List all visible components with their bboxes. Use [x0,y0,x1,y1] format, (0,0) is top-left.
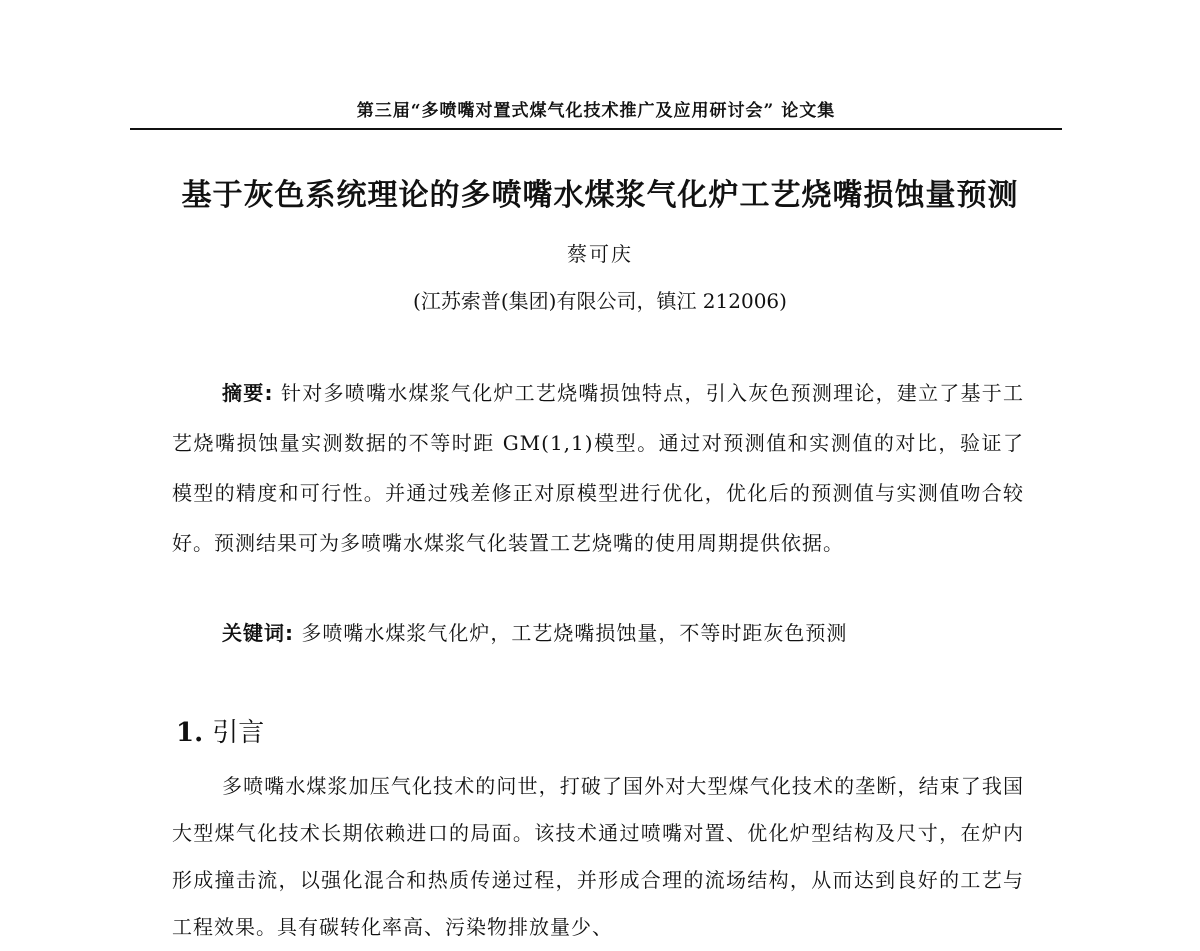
keywords-paragraph [172,608,1024,658]
keywords-text: 多喷嘴水煤浆气化炉，工艺烧嘴损蚀量，不等时距灰色预测 [294,621,848,645]
section-number: 1. [176,718,204,748]
abstract-text: 针对多喷嘴水煤浆气化炉工艺烧嘴损蚀特点，引入灰色预测理论，建立了基于工艺烧嘴损蚀量实测数据的不等时距 GM(1,1)模型。通过对预测值和实测值的对比，验证了模型的精度和可行性。并通过残差修正对原模型进行优化，优化后的预测值与实测值吻合较好。预测结果可为多喷嘴水煤浆气化装置工艺烧嘴的使用周期提供依据。 [172,381,1024,555]
paper-title: 基于灰色系统理论的多喷嘴水煤浆气化炉工艺烧嘴损蚀量预测 [181,178,1019,213]
section-title: 引言 [212,718,265,748]
running-header: 第三届“多喷嘴对置式煤气化技术推广及应用研讨会” 论文集 [356,101,836,121]
abstract-paragraph [172,368,1024,568]
section-heading-introduction [176,712,264,749]
keywords-label: 关键词: [222,621,294,645]
header-rule [130,128,1062,130]
introduction-paragraph: 多喷嘴水煤浆加压气化技术的问世，打破了国外对大型煤气化技术的垄断，结束了我国大型煤气化技术长期依赖进口的局面。该技术通过喷嘴对置、优化炉型结构及尺寸，在炉内形成撞击流，以强化混合和热质传递过程，并形成合理的流场结构，从而达到良好的工艺与工程效果。具有碳转化率高、污染物排放量少、 [172,774,1024,939]
author-name: 蔡可庆 [567,242,633,266]
abstract-label: 摘要: [222,381,274,405]
author-affiliation: (江苏索普(集团)有限公司，镇江 212006) [413,289,787,313]
